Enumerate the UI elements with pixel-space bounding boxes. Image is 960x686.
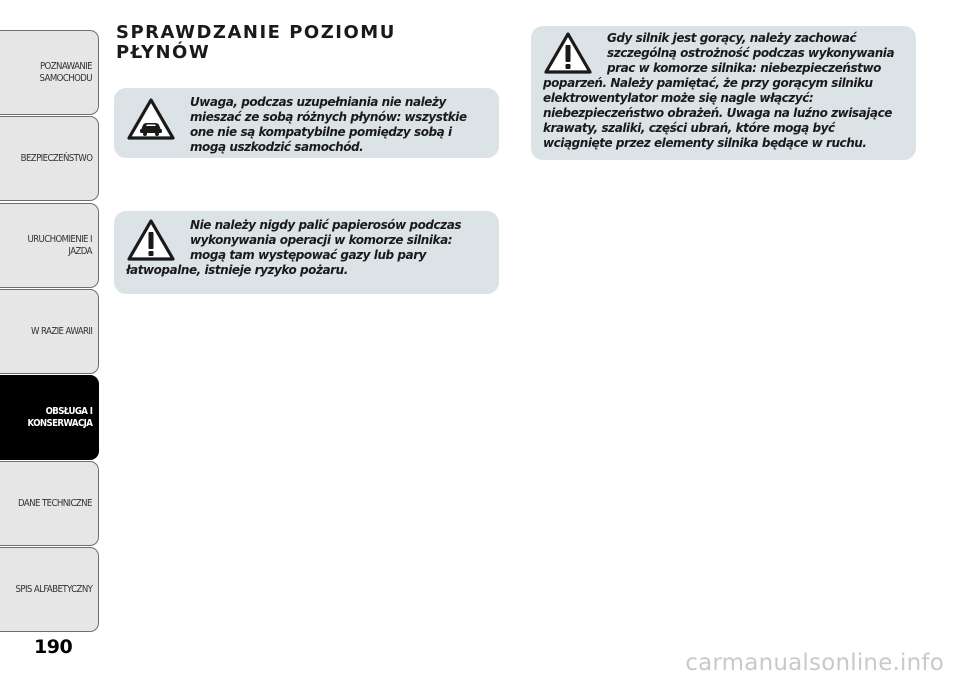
tab-label: BEZPIECZEŃSTWO [20, 152, 92, 164]
watermark: carmanualsonline.info [685, 650, 944, 676]
page-number: 190 [34, 636, 73, 658]
warning-box [531, 26, 916, 160]
tab-poznawanie-samochodu[interactable] [0, 30, 99, 115]
tab-label: SPIS ALFABETYCZNY [15, 583, 92, 595]
warning-icon [126, 218, 176, 262]
tab-label: POZNAWANIE SAMOCHODU [39, 60, 92, 84]
caution-text: Uwaga, podczas uzupełniania nie należy mieszać ze sobą różnych płynów: wszystkie one nie są kompatybilne pomiędzy sobą i mogą uszkodzić samochód. [190, 95, 467, 154]
section-heading: SPRAWDZANIE POZIOMU PŁYNÓW [116, 22, 396, 63]
tab-w-razie-awarii[interactable] [0, 289, 99, 374]
tab-uruchomienie-i-jazda[interactable] [0, 203, 99, 288]
tab-label: OBSŁUGA I KONSERWACJA [27, 405, 92, 429]
tab-label: URUCHOMIENIE I JAZDA [27, 233, 92, 257]
tab-label: W RAZIE AWARII [30, 325, 92, 337]
tab-spis-alfabetyczny[interactable] [0, 547, 99, 632]
tab-dane-techniczne[interactable] [0, 461, 99, 546]
warning-text: Nie należy nigdy palić papierosów podczas wykonywania operacji w komorze silnika: mogą tam występować gazy lub pary łatwopalne, istnieje ryzyko pożaru. [126, 218, 462, 277]
warning-text: Gdy silnik jest gorący, należy zachować szczególną ostrożność podczas wykonywania prac w komorze silnika: niebezpieczeństwo poparzeń. Należy pamiętać, że przy gorącym silniku elektrowentylator może się nagle włączyć: niebezpieczeństwo obrażeń. Uwaga na luźno zwisające krawaty, szaliki, części ubrań, które mogą być wciągnięte przez elementy silnika będące w ruchu. [543, 31, 895, 150]
car-warning-icon [126, 97, 176, 141]
tab-label: DANE TECHNICZNE [18, 497, 92, 509]
caution-box [114, 88, 499, 158]
tab-obsluga-i-konserwacja[interactable] [0, 375, 99, 460]
tab-bezpieczenstwo[interactable] [0, 116, 99, 201]
warning-box [114, 211, 499, 294]
warning-icon [543, 31, 593, 75]
